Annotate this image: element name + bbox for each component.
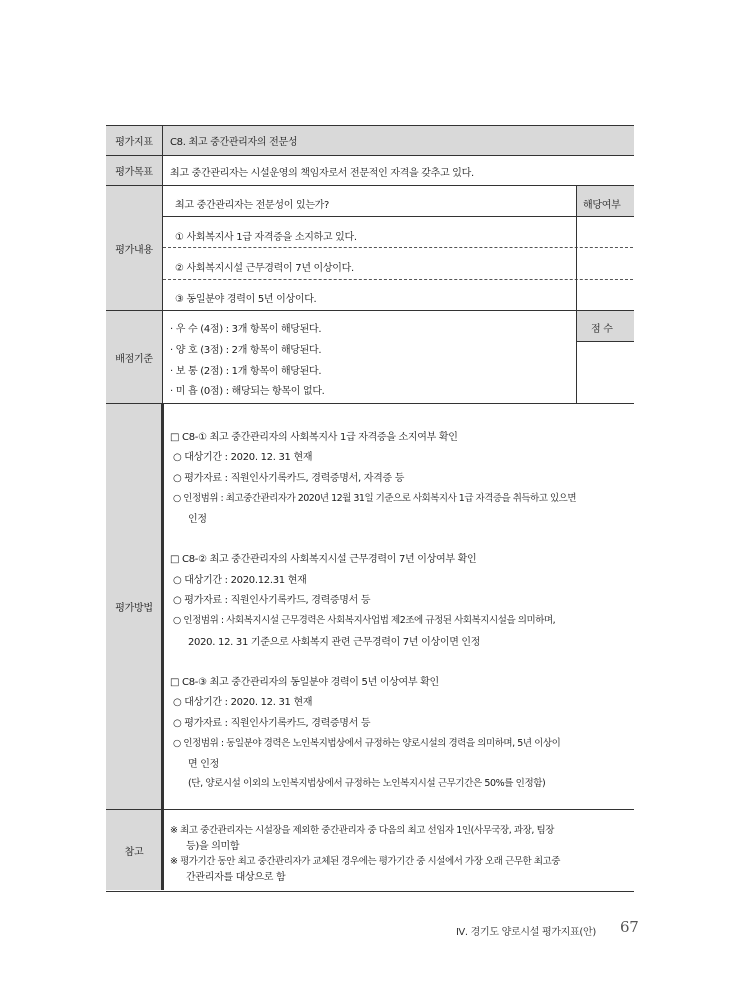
content-item-2: ② 사회복지시설 근무경력이 7년 이상이다. <box>175 263 354 274</box>
content-question: 최고 중간관리자는 전문성이 있는가? <box>175 200 330 211</box>
note-line-2: 등)을 의미함 <box>186 841 240 852</box>
scoring-item-3: · 보 통 (2점) : 1개 항목이 해당된다. <box>170 366 322 377</box>
method-section-3-line-4: 면 인정 <box>188 759 219 770</box>
method-section-1-line-2: ○ 평가자료 : 직원인사기록카드, 경력증명서, 자격증 등 <box>173 473 405 484</box>
label-note: 참고 <box>106 810 162 890</box>
row-divider <box>106 809 634 810</box>
column-divider <box>576 311 577 403</box>
note-line-3: ※ 평가기간 동안 최고 중간관리자가 교체된 경우에는 평가기간 중 시설에서 가장 오래 근무한 최고중 <box>170 856 560 867</box>
row-divider <box>106 310 634 311</box>
label-goal: 평가목표 <box>106 156 162 185</box>
method-section-1-title: □ C8-① 최고 중간관리자의 사회복지사 1급 자격증을 소지여부 확인 <box>170 432 458 443</box>
scoring-item-2: · 양 호 (3점) : 2개 항목이 해당된다. <box>170 345 322 356</box>
method-section-3-line-5: (단, 양로시설 이외의 노인복지법상에서 규정하는 노인복지시설 근무기간은 50%를 인정함) <box>188 778 546 789</box>
method-section-2-line-3: ○ 인정범위 : 사회복지시설 근무경력은 사회복지사업법 제2조에 규정된 사회복지시설을 의미하며, <box>173 615 556 626</box>
note-line-1: ※ 최고 중간관리자는 시설장을 제외한 중간관리자 중 다음의 최고 선임자 1인(사무국장, 과장, 팀장 <box>170 825 554 836</box>
page-number: 67 <box>620 918 639 936</box>
label-column-divider-thick <box>161 404 164 890</box>
method-section-1-line-4: 인정 <box>188 514 207 525</box>
method-section-1-line-3: ○ 인정범위 : 최고중간관리자가 2020년 12월 31일 기준으로 사회복지사 1급 자격증을 취득하고 있으면 <box>173 493 576 504</box>
goal-text: 최고 중간관리자는 시설운영의 책임자로서 전문적인 자격을 갖추고 있다. <box>170 168 474 179</box>
row-divider <box>106 185 634 186</box>
row-divider <box>163 216 634 217</box>
row-divider <box>106 403 634 404</box>
method-section-2-title: □ C8-② 최고 중간관리자의 사회복지시설 근무경력이 7년 이상여부 확인 <box>170 554 477 565</box>
method-section-2-line-1: ○ 대상기간 : 2020.12.31 현재 <box>173 575 307 586</box>
footer-chapter: Ⅳ. 경기도 양로시설 평가지표(안) <box>456 927 596 938</box>
column-divider <box>576 186 577 310</box>
method-section-2-line-4: 2020. 12. 31 기준으로 사회복지 관련 근무경력이 7년 이상이면 인정 <box>188 637 481 648</box>
method-section-2-line-2: ○ 평가자료 : 직원인사기록카드, 경력증명서 등 <box>173 595 371 606</box>
method-section-3-title: □ C8-③ 최고 중간관리자의 동일분야 경력이 5년 이상여부 확인 <box>170 677 439 688</box>
method-section-1-line-1: ○ 대상기간 : 2020. 12. 31 현재 <box>173 452 313 463</box>
label-indicator: 평가지표 <box>106 126 162 155</box>
scoring-item-1: · 우 수 (4점) : 3개 항목이 해당된다. <box>170 324 322 335</box>
dashed-divider <box>163 247 633 248</box>
method-section-3-line-3: ○ 인정범위 : 동일분야 경력은 노인복지법상에서 규정하는 양로시설의 경력을 의미하며, 5년 이상이 <box>173 738 561 749</box>
score-header: 점 수 <box>591 324 613 335</box>
label-content: 평가내용 <box>106 186 162 310</box>
label-method: 평가방법 <box>106 404 162 809</box>
method-section-3-line-2: ○ 평가자료 : 직원인사기록카드, 경력증명서 등 <box>173 718 371 729</box>
dashed-divider <box>163 279 633 280</box>
note-line-4: 간관리자를 대상으로 함 <box>186 872 286 883</box>
row-divider <box>576 341 634 342</box>
content-item-3: ③ 동일분야 경력이 5년 이상이다. <box>175 294 317 305</box>
indicator-title: C8. 최고 중간관리자의 전문성 <box>170 137 298 148</box>
row-divider <box>106 155 634 156</box>
label-scoring: 배점기준 <box>106 311 162 403</box>
scoring-item-4: · 미 흡 (0점) : 해당되는 항목이 없다. <box>170 386 325 397</box>
method-section-3-line-1: ○ 대상기간 : 2020. 12. 31 현재 <box>173 697 313 708</box>
content-item-1: ① 사회복지사 1급 자격증을 소지하고 있다. <box>175 232 357 243</box>
status-header: 해당여부 <box>583 200 621 211</box>
